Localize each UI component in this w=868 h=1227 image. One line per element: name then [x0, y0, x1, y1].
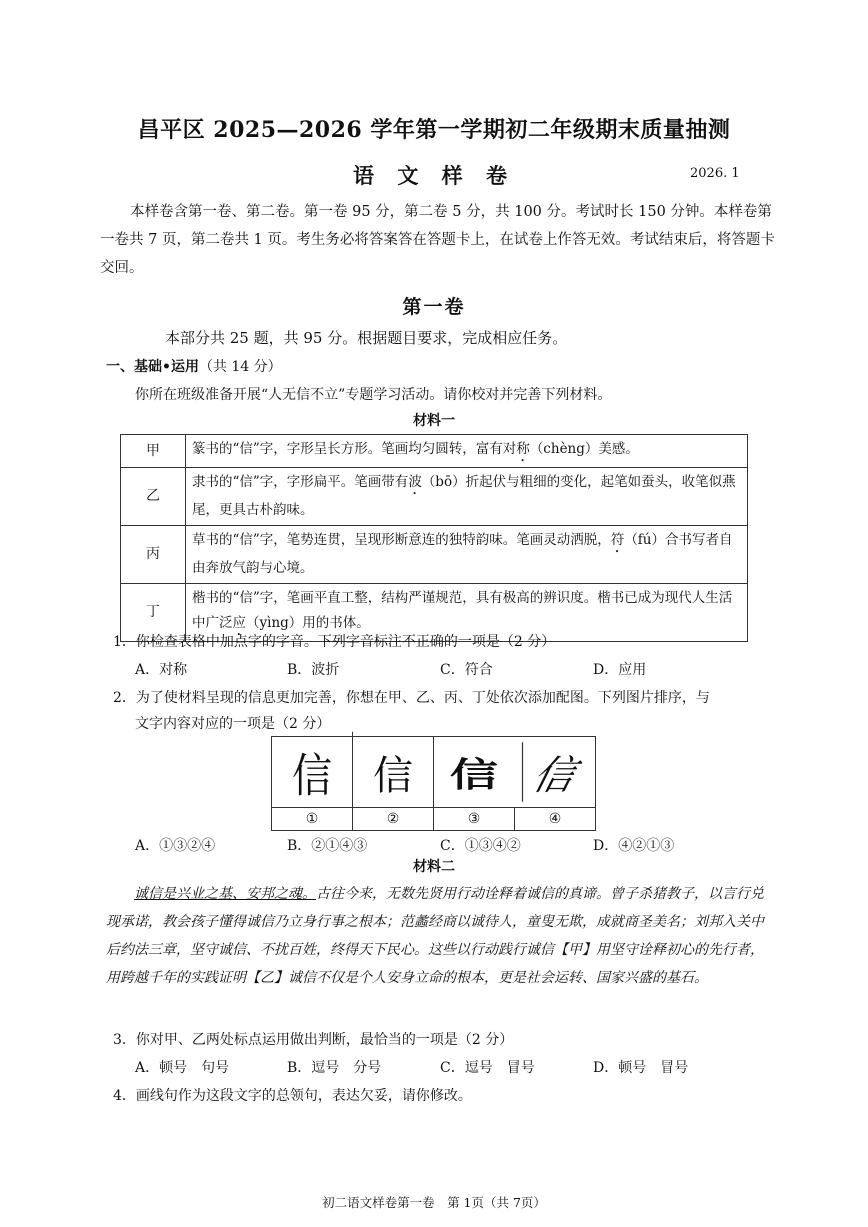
image-number: ④	[515, 807, 595, 830]
regular-script-xin-image: 信	[353, 737, 434, 807]
q3-option-d[interactable]: D．顿号 冒号	[593, 1060, 689, 1076]
part-heading-label: 一、基础•运用	[106, 359, 199, 375]
table-row-text: 楷书的“信”字，笔画平直工整，结构严谨规范，具有极高的辨识度。楷书已成为现代人生活中广泛应（yìng）用的书体。	[186, 584, 748, 642]
part-heading-score: （共 14 分）	[198, 359, 282, 375]
part-lead: 你所在班级准备开展“人无信不立”专题学习活动。请你校对并完善下列材料。	[135, 387, 612, 403]
material2-label: 材料二	[413, 859, 455, 875]
q2-option-b[interactable]: B．②①④③	[287, 838, 368, 854]
table-row-text: 篆书的“信”字，字形呈长方形。笔画均匀圆转，富有对称（chèng）美感。	[186, 435, 748, 468]
underlined-topic-sentence: 诚信是兴业之基、安邦之魂。	[134, 886, 316, 902]
exam-instructions: 本样卷含第一卷、第二卷。第一卷 95 分，第二卷 5 分，共 100 分。考试时长 150 分钟。本样卷第一卷共 7 页，第二卷共 1 页。考生务必将答案答在答题卡上，在试卷上作答无效。考试结束后，将答题卡交回。	[100, 204, 775, 276]
table-row	[121, 435, 748, 468]
exam-subtitle: 语 文 样 卷	[353, 163, 515, 188]
table-row-text: 草书的“信”字，笔势连贯，呈现形断意连的独特韵味。笔画灵动洒脱，符（fú）合书写者自由奔放气韵与心境。	[186, 526, 748, 584]
table-row	[121, 526, 748, 584]
exam-title: 昌平区 2025—2026 学年第一学期初二年级期末质量抽测	[137, 117, 731, 143]
question-1-stem: 1．你检查表格中加点字的字音。下列字音标注不正确的一项是（2 分）	[113, 634, 556, 650]
page-footer: 初二语文样卷第一卷 第 1页（共 7页）	[322, 1195, 546, 1210]
question-2-stem-line1: 2．为了使材料呈现的信息更加完善，你想在甲、乙、丙、丁处依次添加配图。下列图片排序，与	[113, 690, 710, 706]
table-row	[121, 468, 748, 526]
q3-option-c[interactable]: C．逗号 冒号	[440, 1060, 535, 1076]
question-3-stem: 3．你对甲、乙两处标点运用做出判断，最恰当的一项是（2 分）	[113, 1032, 514, 1048]
section-description: 本部分共 25 题，共 95 分。根据题目要求，完成相应任务。	[165, 329, 568, 347]
exam-date: 2026. 1	[690, 166, 740, 181]
seal-script-xin-image: 信	[272, 732, 353, 813]
table-row-key: 乙	[121, 468, 186, 526]
material2-body: 古往今来，无数先贤用行动诠释着诚信的真谛。曾子杀猪教子，以言行兑现承诺，教会孩子懂得诚信乃立身行事之根本；范蠡经商以诚待人，童叟无欺，成就商圣美名；刘邦入关中后约法三章，坚守诚信、不扰百姓，终得天下民心。这些以行动践行诚信【甲】用坚守诠释初心的先行者，用跨越千年的实践证明【乙】诚信不仅是个人安身立命的根本，更是社会运转、国家兴盛的基石。	[106, 886, 764, 986]
q2-option-d[interactable]: D．④②①③	[593, 838, 675, 854]
q2-option-a[interactable]: A．①③②④	[135, 838, 216, 854]
image-number: ③	[434, 807, 515, 830]
q2-option-c[interactable]: C．①③④②	[440, 838, 521, 854]
image-number: ①	[272, 807, 353, 830]
table-row-key: 甲	[121, 435, 186, 468]
q3-option-b[interactable]: B．逗号 分号	[287, 1060, 382, 1076]
q1-option-a[interactable]: A．对称	[135, 662, 188, 678]
material2-passage	[106, 880, 766, 992]
q3-option-a[interactable]: A．顿号 句号	[135, 1060, 230, 1076]
cursive-script-xin-image: 信	[528, 752, 580, 799]
material1-label: 材料一	[413, 413, 455, 429]
material1-table	[120, 434, 748, 642]
image-number: ②	[353, 807, 434, 830]
table-row-text: 隶书的“信”字，字形扁平。笔画带有波（bō）折起伏与粗细的变化，起笔如蚕头，收笔似燕尾，更具古朴韵味。	[186, 468, 748, 526]
q1-option-d[interactable]: D．应用	[593, 662, 647, 678]
question-2-stem-line2: 文字内容对应的一项是（2 分）	[135, 716, 331, 732]
part-heading	[106, 356, 282, 376]
table-row-key: 丙	[121, 526, 186, 584]
table-row-key: 丁	[121, 584, 186, 642]
calligraphy-image-grid	[271, 736, 596, 831]
q1-option-c[interactable]: C．符合	[440, 662, 493, 678]
section-title: 第一卷	[402, 296, 466, 318]
q1-option-b[interactable]: B．波折	[287, 662, 340, 678]
question-4-stem: 4．画线句作为这段文字的总领句，表达欠妥，请你修改。	[113, 1088, 472, 1104]
clerical-script-xin-image: 信	[426, 742, 523, 802]
